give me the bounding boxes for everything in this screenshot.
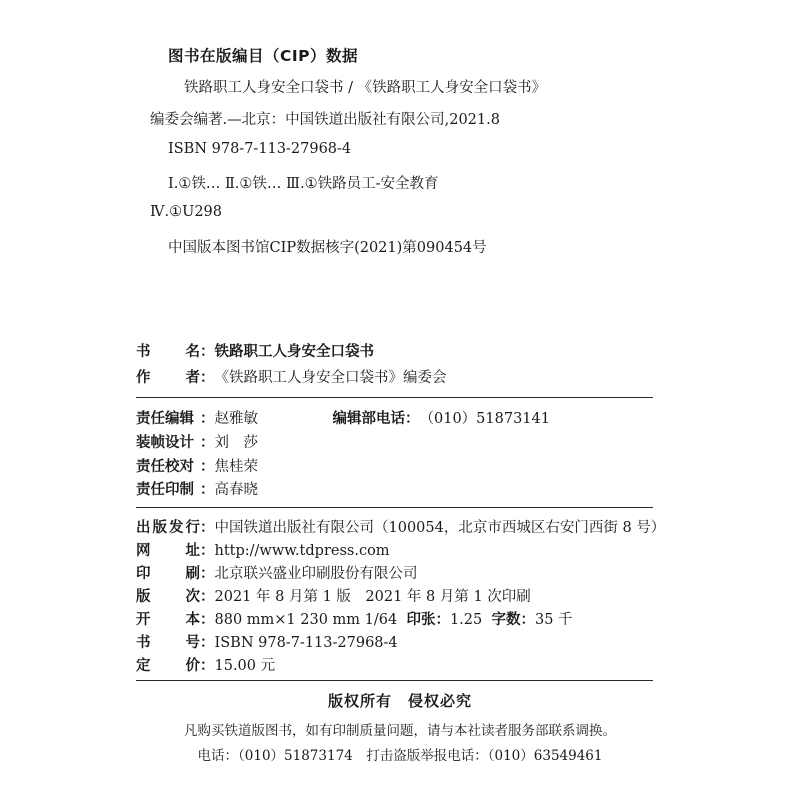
printer-row: 印 刷：北京联兴盛业印刷股份有限公司 [136,566,418,582]
format-value: 880 mm×1 230 mm 1/64 [214,612,398,628]
book-author-row: 作 者：《铁路职工人身安全口袋书》编委会 [136,370,447,386]
words-label: 字数 [491,612,521,628]
words-value: 35 千 [534,612,573,628]
printing-supervisor-row: 责任印制 ：高春晓 [136,482,258,498]
edition-value: 2021 年 8 月第 1 版 2021 年 8 月第 1 次印刷 [214,589,531,605]
website-row: 网 址：http://www.tdpress.com [136,543,390,559]
isbn-value: ISBN 978-7-113-27968-4 [214,635,398,651]
divider-3 [136,680,653,681]
book-author-label: 作 者 [136,370,200,386]
edition-row: 版 次：2021 年 8 月第 1 版 2021 年 8 月第 1 次印刷 [136,589,531,605]
designer-value: 刘 莎 [214,435,258,451]
printer-label: 印 刷 [136,566,200,582]
phone-value: （010）51873141 [419,411,550,427]
printing-supervisor-value: 高春晓 [214,482,258,498]
book-title-row: 书 名：铁路职工人身安全口袋书 [136,344,374,360]
publisher-row: 出版发行：中国铁道出版社有限公司（100054，北京市西城区右安门西街 8 号） [136,520,666,536]
cip-record-number: 中国版本图书馆CIP数据核字(2021)第090454号 [168,240,487,256]
editor-value: 赵雅敏 [214,411,258,427]
sheets-value: 1.25 [449,612,483,628]
designer-row: 装帧设计 ：刘 莎 [136,435,258,451]
copyright-notice-title: 版权所有 侵权必究 [327,692,472,710]
copyright-notice-text: 凡购买铁道版图书，如有印制质量问题，请与本社读者服务部联系调换。 [184,723,616,739]
edition-label: 版 次 [136,589,200,605]
proofreader-value: 焦桂荣 [214,459,258,475]
website-value: http://www.tdpress.com [214,543,390,559]
cip-classification-line: Ⅰ.①铁… Ⅱ.①铁… Ⅲ.①铁路员工-安全教育 [168,176,439,192]
publisher-value: 中国铁道出版社有限公司（100054，北京市西城区右安门西街 8 号） [214,520,666,536]
editor-row: 责任编辑 ：赵雅敏 编辑部电话：（010）51873141 [136,411,550,427]
publisher-label: 出版发行 [136,520,200,536]
book-author-value: 《铁路职工人身安全口袋书》编委会 [214,370,447,386]
cip-author-publisher-line: 编委会编著.—北京：中国铁道出版社有限公司,2021.8 [150,112,500,128]
cip-classification-line-2: Ⅳ.①U298 [150,204,222,220]
contact-phones: 电话：（010）51873174 打击盗版举报电话：（010）63549461 [197,748,603,764]
cip-book-title-line: 铁路职工人身安全口袋书 / 《铁路职工人身安全口袋书》 [184,80,547,96]
divider-1 [136,397,653,398]
proofreader-label: 责任校对 [136,459,194,475]
isbn-row: 书 号：ISBN 978-7-113-27968-4 [136,635,398,651]
sheets-label: 印张 [406,612,436,628]
format-row: 开 本：880 mm×1 230 mm 1/64 印张：1.25 字数：35 千 [136,612,573,628]
printing-supervisor-label: 责任印制 [136,482,194,498]
isbn-label: 书 号 [136,635,200,651]
cip-title: 图书在版编目（CIP）数据 [168,47,359,65]
price-label: 定 价 [136,658,200,674]
proofreader-row: 责任校对 ：焦桂荣 [136,459,258,475]
book-title-label: 书 名 [136,344,200,360]
designer-label: 装帧设计 [136,435,194,451]
website-label: 网 址 [136,543,200,559]
book-title-value: 铁路职工人身安全口袋书 [214,344,374,360]
price-value: 15.00 元 [214,658,276,674]
editor-label: 责任编辑 [136,411,194,427]
phone-label: 编辑部电话 [332,411,405,427]
cip-isbn-line: ISBN 978-7-113-27968-4 [168,141,352,157]
price-row: 定 价：15.00 元 [136,658,276,674]
format-label: 开 本 [136,612,200,628]
printer-value: 北京联兴盛业印刷股份有限公司 [214,566,418,582]
divider-2 [136,507,653,508]
